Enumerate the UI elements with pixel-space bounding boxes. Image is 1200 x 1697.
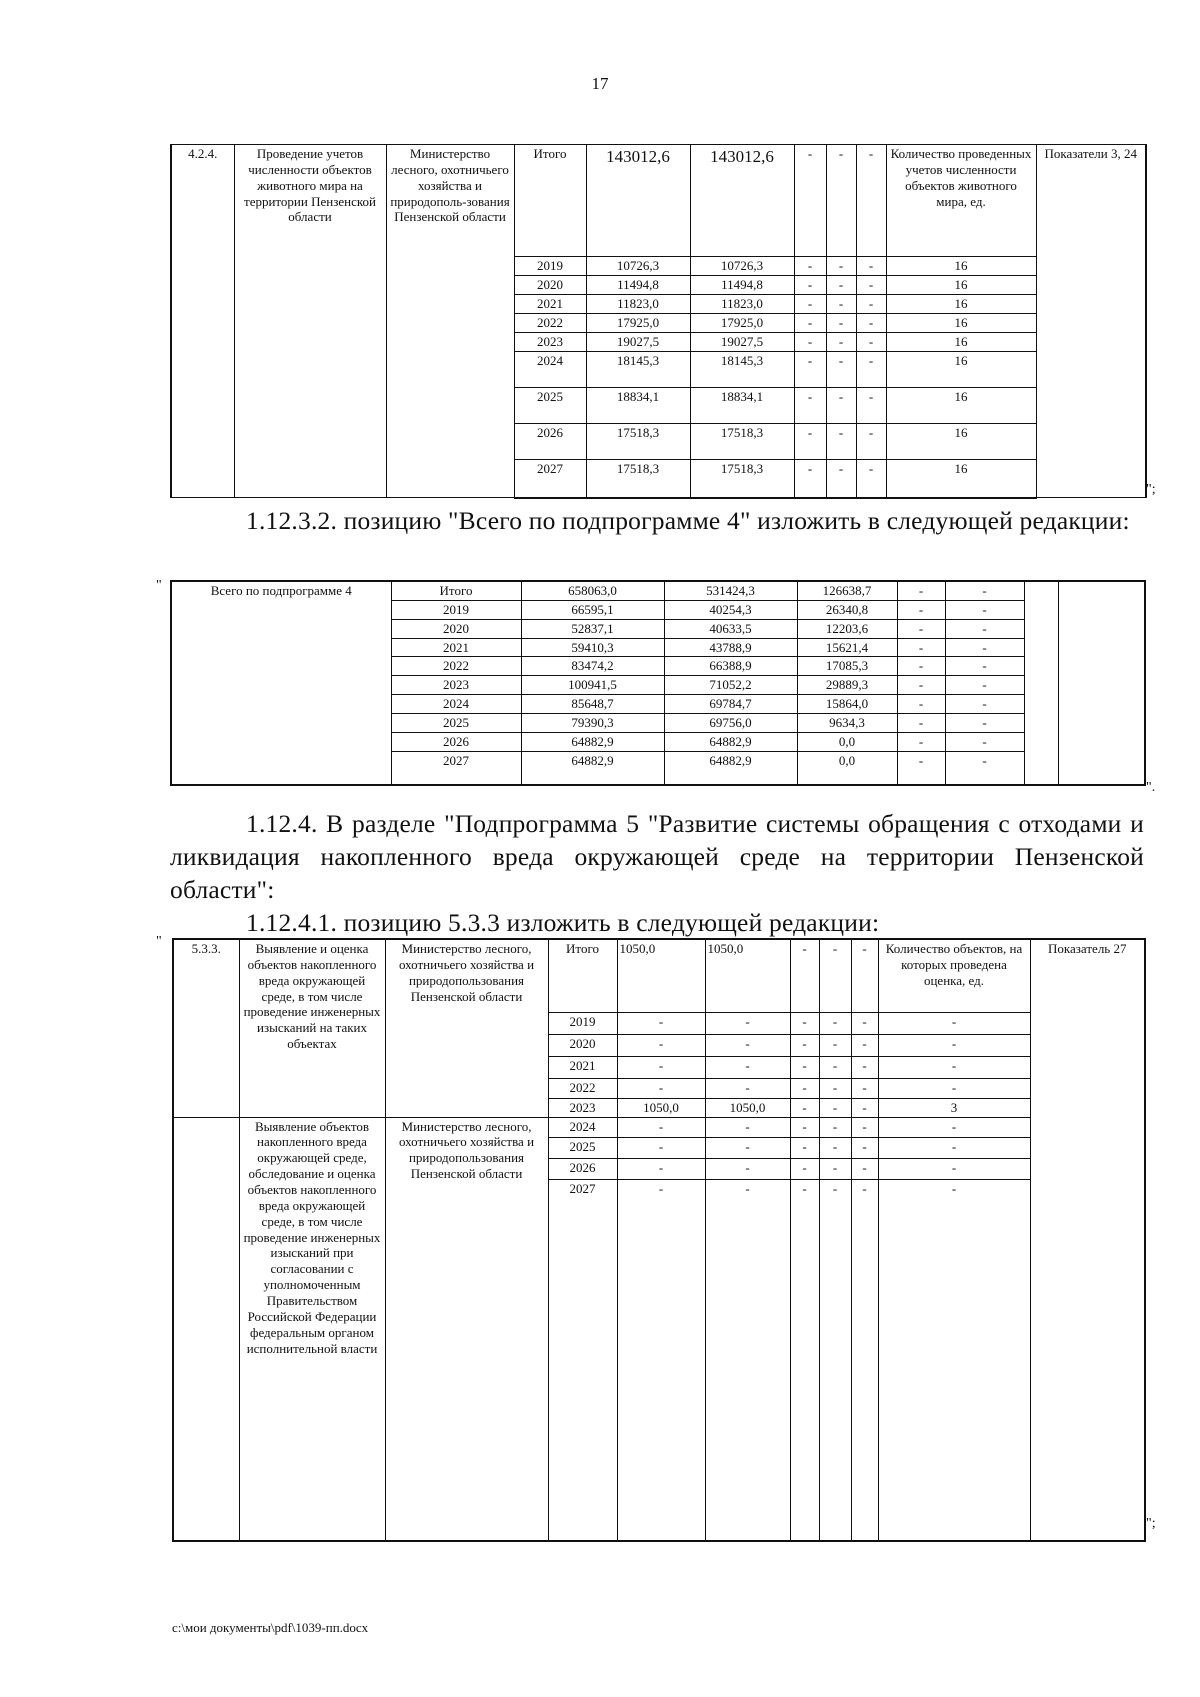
dash-cell: - — [856, 145, 886, 257]
dash-cell: - — [819, 1137, 851, 1158]
value-cell: - — [878, 1012, 1030, 1034]
value-cell: 16 — [886, 460, 1036, 498]
dash-cell: - — [856, 424, 886, 460]
dash-cell: - — [826, 276, 856, 295]
item-executor: Министерство лесного, охотничьего хозяйства и природополь-зования Пензенской области — [386, 145, 514, 498]
dash-cell: - — [897, 619, 945, 638]
dash-cell: - — [826, 460, 856, 498]
sum-cell: - — [617, 1056, 705, 1078]
sum-cell: 18834,1 — [586, 388, 690, 424]
year-cell: 2019 — [548, 1012, 617, 1034]
total-cell: 100941,5 — [521, 676, 664, 695]
federal-cell: 15864,0 — [797, 695, 897, 714]
value-cell: - — [878, 1078, 1030, 1098]
budget-cell: - — [705, 1012, 790, 1034]
dash-cell: - — [945, 600, 1024, 619]
dash-cell: - — [856, 295, 886, 314]
dash-cell: - — [897, 657, 945, 676]
dash-cell: - — [794, 295, 826, 314]
year-cell: 2020 — [391, 619, 521, 638]
year-cell: 2019 — [514, 257, 586, 276]
budget-cell: - — [705, 1158, 790, 1179]
dash-cell: - — [851, 1117, 878, 1137]
year-cell: 2024 — [548, 1117, 617, 1137]
regional-cell: 40633,5 — [664, 619, 797, 638]
regional-cell: 64882,9 — [664, 732, 797, 751]
dash-cell: - — [790, 1012, 819, 1034]
dash-cell: - — [856, 352, 886, 388]
total-cell: 658063,0 — [521, 581, 664, 600]
dash-cell: - — [826, 295, 856, 314]
value-cell: - — [878, 1137, 1030, 1158]
regional-cell: 531424,3 — [664, 581, 797, 600]
budget-cell: - — [705, 1137, 790, 1158]
indicator-name: Количество объектов, на которых проведена оценка, ед. — [878, 939, 1030, 1012]
dash-cell: - — [790, 1179, 819, 1541]
year-cell: 2024 — [391, 695, 521, 714]
budget-cell: 1050,0 — [705, 1098, 790, 1117]
year-cell: 2024 — [514, 352, 586, 388]
closing-quote: "; — [1146, 1516, 1156, 1531]
value-cell: - — [878, 1158, 1030, 1179]
dash-cell: - — [790, 1098, 819, 1117]
value-cell: 3 — [878, 1098, 1030, 1117]
sum-cell: - — [617, 1117, 705, 1137]
year-cell: 2021 — [548, 1056, 617, 1078]
dash-cell: - — [826, 333, 856, 352]
sum-cell: - — [617, 1012, 705, 1034]
year-cell: 2025 — [548, 1137, 617, 1158]
dash-cell: - — [826, 352, 856, 388]
value-cell: 16 — [886, 352, 1036, 388]
year-cell: 2020 — [514, 276, 586, 295]
value-cell: 16 — [886, 388, 1036, 424]
dash-cell: - — [945, 619, 1024, 638]
total-cell: 66595,1 — [521, 600, 664, 619]
budget-cell: - — [705, 1056, 790, 1078]
dash-cell: - — [826, 424, 856, 460]
total-sum: 1050,0 — [617, 939, 705, 1012]
dash-cell: - — [790, 1056, 819, 1078]
value-cell: - — [878, 1179, 1030, 1541]
dash-cell: - — [897, 638, 945, 657]
dash-cell: - — [945, 581, 1024, 600]
year-cell: 2022 — [391, 657, 521, 676]
dash-cell: - — [794, 424, 826, 460]
table-row — [173, 1117, 1145, 1137]
budget-cell: 11494,8 — [690, 276, 794, 295]
sum-cell: 18145,3 — [586, 352, 690, 388]
dash-cell: - — [819, 1117, 851, 1137]
regional-cell: 71052,2 — [664, 676, 797, 695]
regional-cell: 69756,0 — [664, 714, 797, 733]
dash-cell: - — [790, 1034, 819, 1056]
budget-cell: 17925,0 — [690, 314, 794, 333]
year-cell: 2027 — [391, 751, 521, 785]
paragraph-text: 1.12.4. В разделе "Подпрограмма 5 "Развитие системы обращения с отходами и ликвидация накопленного вреда окружающей среде на территории Пензенской области": — [170, 809, 1144, 904]
total-cell: 79390,3 — [521, 714, 664, 733]
opening-quote: " — [156, 578, 162, 593]
item-code-empty — [173, 1117, 239, 1541]
page-number: 17 — [591, 74, 609, 93]
year-cell: 2025 — [391, 714, 521, 733]
dash-cell: - — [851, 1012, 878, 1034]
budget-cell: 10726,3 — [690, 257, 794, 276]
budget-cell: - — [705, 1034, 790, 1056]
dash-cell: - — [851, 1158, 878, 1179]
year-cell: 2023 — [548, 1098, 617, 1117]
indicator-ref: Показатель 27 — [1030, 939, 1145, 1541]
total-cell: 83474,2 — [521, 657, 664, 676]
year-cell: Итого — [391, 581, 521, 600]
dash-cell: - — [819, 1012, 851, 1034]
dash-cell: - — [819, 939, 851, 1012]
dash-cell: - — [856, 276, 886, 295]
value-cell: - — [878, 1117, 1030, 1137]
sum-cell: 1050,0 — [617, 1098, 705, 1117]
year-cell: 2019 — [391, 600, 521, 619]
value-cell: 16 — [886, 276, 1036, 295]
dash-cell: - — [794, 314, 826, 333]
value-cell: 16 — [886, 257, 1036, 276]
indicator-ref: Показатели 3, 24 — [1036, 145, 1146, 498]
year-cell: 2021 — [391, 638, 521, 657]
dash-cell: - — [851, 1034, 878, 1056]
dash-cell: - — [794, 257, 826, 276]
opening-quote: " — [156, 934, 162, 949]
year-cell: 2025 — [514, 388, 586, 424]
item-executor-a: Министерство лесного, охотничьего хозяйства и природопользования Пензенской области — [385, 939, 548, 1117]
empty-cell — [1058, 581, 1145, 785]
dash-cell: - — [897, 600, 945, 619]
sum-cell: 11494,8 — [586, 276, 690, 295]
sum-cell: - — [617, 1158, 705, 1179]
federal-cell: 26340,8 — [797, 600, 897, 619]
federal-cell: 126638,7 — [797, 581, 897, 600]
budget-cell: 11823,0 — [690, 295, 794, 314]
dash-cell: - — [945, 732, 1024, 751]
regional-cell: 40254,3 — [664, 600, 797, 619]
dash-cell: - — [856, 460, 886, 498]
dash-cell: - — [819, 1034, 851, 1056]
federal-cell: 17085,3 — [797, 657, 897, 676]
sum-cell: - — [617, 1078, 705, 1098]
dash-cell: - — [856, 257, 886, 276]
item-executor-b: Министерство лесного, охотничьего хозяйства и природопользования Пензенской области — [385, 1117, 548, 1541]
dash-cell: - — [790, 1078, 819, 1098]
dash-cell: - — [851, 1078, 878, 1098]
item-name: Проведение учетов численности объектов животного мира на территории Пензенской области — [234, 145, 386, 498]
dash-cell: - — [794, 333, 826, 352]
dash-cell: - — [897, 732, 945, 751]
dash-cell: - — [945, 676, 1024, 695]
table-4-2-4 — [170, 144, 1147, 499]
file-path-footer: c:\мои документы\pdf\1039-пп.docx — [172, 1620, 369, 1635]
total-label: Итого — [548, 939, 617, 1012]
dash-cell: - — [819, 1078, 851, 1098]
regional-cell: 43788,9 — [664, 638, 797, 657]
dash-cell: - — [945, 751, 1024, 785]
dash-cell: - — [856, 314, 886, 333]
sum-cell: 17925,0 — [586, 314, 690, 333]
dash-cell: - — [897, 581, 945, 600]
sum-cell: - — [617, 1179, 705, 1541]
item-name-a: Выявление и оценка объектов накопленного вреда окружающей среде, в том числе проведение инженерных изысканий на таких объектах — [239, 939, 385, 1117]
budget-cell: 18145,3 — [690, 352, 794, 388]
total-cell: 52837,1 — [521, 619, 664, 638]
budget-cell: 18834,1 — [690, 388, 794, 424]
closing-quote: "; — [1146, 482, 1156, 497]
budget-cell: 17518,3 — [690, 424, 794, 460]
federal-cell: 0,0 — [797, 732, 897, 751]
dash-cell: - — [856, 388, 886, 424]
dash-cell: - — [945, 657, 1024, 676]
budget-cell: - — [705, 1078, 790, 1098]
total-budget: 1050,0 — [705, 939, 790, 1012]
empty-cell — [1024, 581, 1058, 785]
value-cell: 16 — [886, 333, 1036, 352]
year-cell: 2027 — [514, 460, 586, 498]
dash-cell: - — [826, 257, 856, 276]
year-cell: 2023 — [391, 676, 521, 695]
dash-cell: - — [819, 1158, 851, 1179]
dash-cell: - — [794, 388, 826, 424]
sum-cell: 19027,5 — [586, 333, 690, 352]
total-cell: 85648,7 — [521, 695, 664, 714]
paragraph-1-12-4-1 — [170, 906, 1144, 939]
dash-cell: - — [897, 751, 945, 785]
item-name-b: Выявление объектов накопленного вреда окружающей среде, обследование и оценка объектов накопленного вреда окружающей среде, в том числе проведение инженерных изысканий при согласовании с уполномоченным Правительством Российской Федерации федеральным органом исполнительной власти — [239, 1117, 385, 1541]
total-sum: 143012,6 — [586, 145, 690, 257]
dash-cell: - — [790, 939, 819, 1012]
budget-cell: - — [705, 1117, 790, 1137]
dash-cell: - — [897, 714, 945, 733]
dash-cell: - — [851, 1179, 878, 1541]
year-cell: 2020 — [548, 1034, 617, 1056]
total-budget: 143012,6 — [690, 145, 794, 257]
value-cell: - — [878, 1034, 1030, 1056]
budget-cell: - — [705, 1179, 790, 1541]
dash-cell: - — [851, 1098, 878, 1117]
value-cell: 16 — [886, 424, 1036, 460]
value-cell: 16 — [886, 295, 1036, 314]
dash-cell: - — [851, 939, 878, 1012]
paragraph-1-12-3-2 — [170, 504, 1144, 537]
sum-cell: 17518,3 — [586, 424, 690, 460]
dash-cell: - — [790, 1117, 819, 1137]
total-cell: 59410,3 — [521, 638, 664, 657]
paragraph-text: 1.12.4.1. позицию 5.3.3 изложить в следующей редакции: — [246, 908, 880, 937]
dash-cell: - — [945, 638, 1024, 657]
dash-cell: - — [945, 695, 1024, 714]
dash-cell: - — [790, 1158, 819, 1179]
year-cell: 2022 — [514, 314, 586, 333]
sum-cell: 11823,0 — [586, 295, 690, 314]
sum-cell: - — [617, 1034, 705, 1056]
paragraph-1-12-4 — [170, 807, 1144, 906]
dash-cell: - — [790, 1137, 819, 1158]
dash-cell: - — [851, 1056, 878, 1078]
dash-cell: - — [826, 314, 856, 333]
federal-cell: 0,0 — [797, 751, 897, 785]
total-label: Итого — [514, 145, 586, 257]
budget-cell: 17518,3 — [690, 460, 794, 498]
year-cell: 2026 — [514, 424, 586, 460]
dash-cell: - — [819, 1056, 851, 1078]
year-cell: 2023 — [514, 333, 586, 352]
table-subprogram-4-total — [170, 580, 1146, 786]
year-cell: 2027 — [548, 1179, 617, 1541]
dash-cell: - — [945, 714, 1024, 733]
dash-cell: - — [819, 1098, 851, 1117]
federal-cell: 29889,3 — [797, 676, 897, 695]
dash-cell: - — [794, 352, 826, 388]
sum-cell: 10726,3 — [586, 257, 690, 276]
year-cell: 2021 — [514, 295, 586, 314]
table-5-3-3 — [172, 938, 1146, 1542]
dash-cell: - — [897, 676, 945, 695]
dash-cell: - — [794, 145, 826, 257]
dash-cell: - — [826, 145, 856, 257]
value-cell: 16 — [886, 314, 1036, 333]
year-cell: 2022 — [548, 1078, 617, 1098]
budget-cell: 19027,5 — [690, 333, 794, 352]
dash-cell: - — [794, 276, 826, 295]
regional-cell: 66388,9 — [664, 657, 797, 676]
federal-cell: 9634,3 — [797, 714, 897, 733]
sum-cell: 17518,3 — [586, 460, 690, 498]
dash-cell: - — [826, 388, 856, 424]
indicator-name: Количество проведенных учетов численности объектов животного мира, ед. — [886, 145, 1036, 257]
regional-cell: 69784,7 — [664, 695, 797, 714]
closing-quote: ". — [1146, 780, 1156, 795]
year-cell: 2026 — [391, 732, 521, 751]
paragraph-text: 1.12.3.2. позицию "Всего по подпрограмме 4" изложить в следующей редакции: — [246, 506, 1130, 535]
federal-cell: 15621,4 — [797, 638, 897, 657]
value-cell: - — [878, 1056, 1030, 1078]
item-code: 5.3.3. — [173, 939, 239, 1117]
dash-cell: - — [851, 1137, 878, 1158]
total-cell: 64882,9 — [521, 751, 664, 785]
dash-cell: - — [856, 333, 886, 352]
subprogram-label: Всего по подпрограмме 4 — [171, 581, 391, 785]
federal-cell: 12203,6 — [797, 619, 897, 638]
dash-cell: - — [897, 695, 945, 714]
dash-cell: - — [794, 460, 826, 498]
total-cell: 64882,9 — [521, 732, 664, 751]
table-row — [171, 581, 1145, 600]
regional-cell: 64882,9 — [664, 751, 797, 785]
sum-cell: - — [617, 1137, 705, 1158]
dash-cell: - — [819, 1179, 851, 1541]
year-cell: 2026 — [548, 1158, 617, 1179]
item-code: 4.2.4. — [171, 145, 234, 498]
